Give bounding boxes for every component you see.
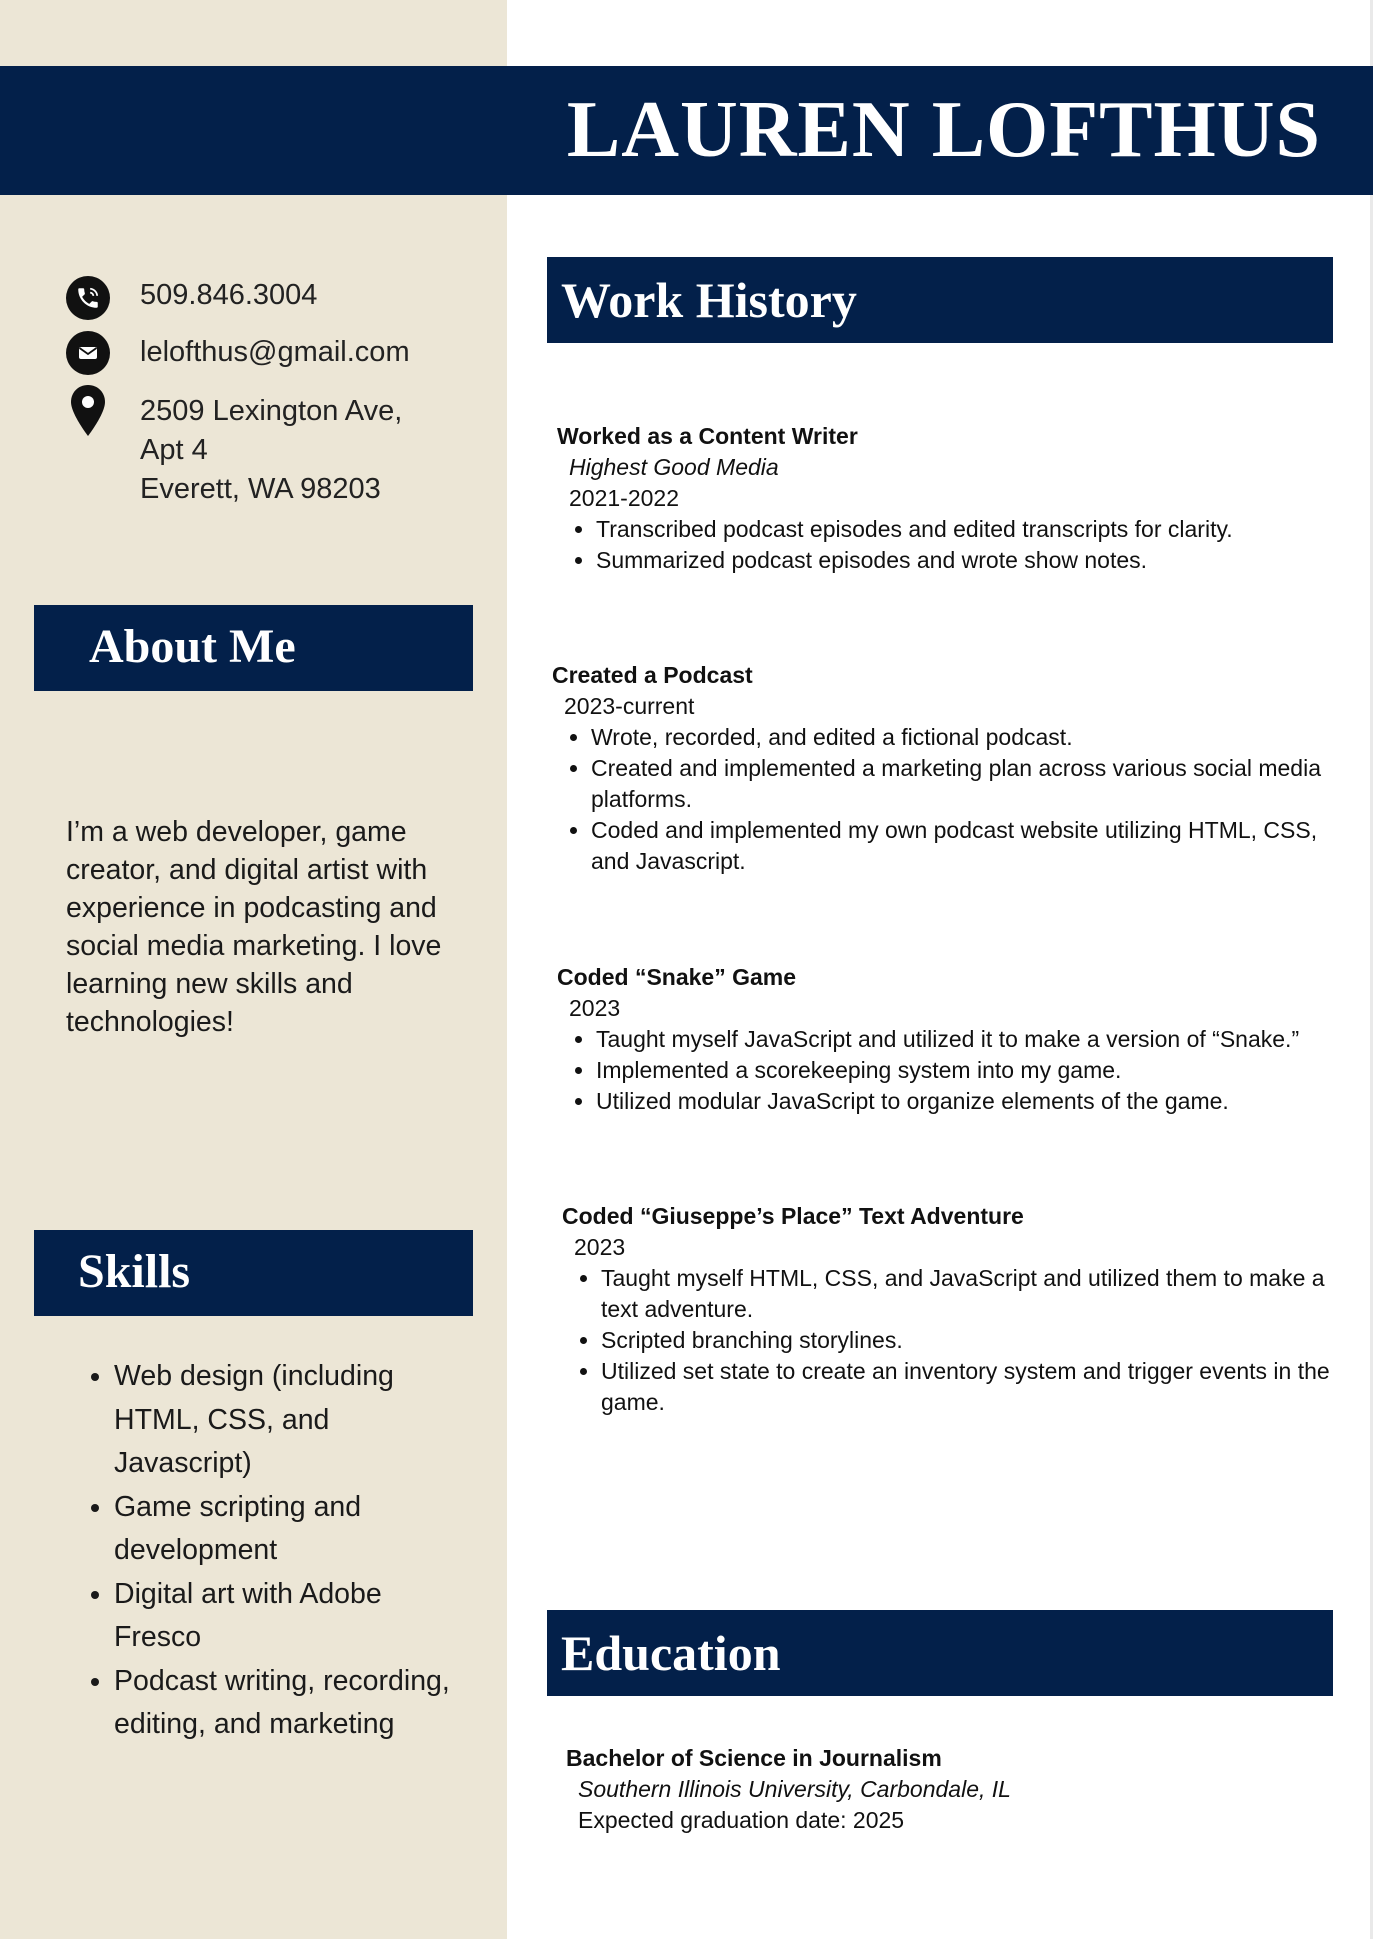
job-dates: 2023 <box>569 995 621 1021</box>
work-heading-bar <box>547 257 1333 343</box>
envelope-icon <box>66 331 110 375</box>
email-address: lelofthus@gmail.com <box>140 336 410 368</box>
skills-list <box>78 1355 474 1747</box>
job-bullets <box>557 514 1357 576</box>
education-heading: Education <box>561 1625 781 1681</box>
job-bullets <box>562 1263 1362 1418</box>
job-title: Created a Podcast <box>552 662 753 688</box>
job-entry <box>557 421 1357 576</box>
contact-email <box>66 331 410 375</box>
map-pin-icon <box>66 383 110 439</box>
job-bullet: • Wrote, recorded, and edited a fictional podcast. <box>591 722 1331 753</box>
job-entry <box>562 1201 1362 1418</box>
address-block <box>140 392 402 509</box>
job-bullet: • Taught myself HTML, CSS, and JavaScript and utilized them to make a text adventure. <box>601 1263 1341 1325</box>
job-dates: 2021-2022 <box>569 485 679 511</box>
job-entry <box>552 660 1352 877</box>
job-bullet: • Created and implemented a marketing plan across various social media platforms. <box>591 753 1331 815</box>
skills-heading-bar <box>34 1230 473 1316</box>
contact-phone <box>66 276 318 320</box>
degree: Bachelor of Science in Journalism <box>566 1745 942 1771</box>
job-title: Worked as a Content Writer <box>557 423 858 449</box>
about-heading: About Me <box>89 620 296 673</box>
skills-heading: Skills <box>78 1245 191 1298</box>
candidate-name: LAUREN LOFTHUS <box>566 86 1321 174</box>
job-bullets <box>557 1024 1357 1117</box>
job-title: Coded “Snake” Game <box>557 964 797 990</box>
job-bullets <box>552 722 1352 877</box>
address-line: Everett, WA 98203 <box>140 473 381 505</box>
phone-number: 509.846.3004 <box>140 279 318 311</box>
name-banner <box>0 66 1373 195</box>
education-heading-bar <box>547 1610 1333 1696</box>
job-bullet: • Summarized podcast episodes and wrote show notes. <box>596 545 1336 576</box>
job-bullet: • Utilized set state to create an inventory system and trigger events in the game. <box>601 1356 1341 1418</box>
school: Southern Illinois University, Carbondale, IL <box>578 1776 1011 1802</box>
address-line: 2509 Lexington Ave, <box>140 395 403 427</box>
job-dates: 2023 <box>574 1234 626 1260</box>
graduation-date: Expected graduation date: 2025 <box>578 1807 905 1833</box>
job-company: Highest Good Media <box>569 454 779 480</box>
job-bullet: • Implemented a scorekeeping system into my game. <box>596 1055 1336 1086</box>
phone-icon <box>66 276 110 320</box>
job-bullet: • Scripted branching storylines. <box>601 1325 1341 1356</box>
job-dates: 2023-current <box>564 693 695 719</box>
skill-item: • Web design (including HTML, CSS, and Javascript) <box>114 1355 474 1486</box>
about-text: I’m a web developer, game creator, and digital artist with experience in podcasting and social media marketing. I love learning new skills and technologies! <box>66 816 442 1038</box>
job-bullet: • Taught myself JavaScript and utilized it to make a version of “Snake.” <box>596 1024 1336 1055</box>
job-title: Coded “Giuseppe’s Place” Text Adventure <box>562 1203 1024 1229</box>
work-heading: Work History <box>561 272 857 328</box>
skill-item: • Podcast writing, recording, editing, and marketing <box>114 1660 474 1747</box>
address-line: Apt 4 <box>140 434 208 466</box>
about-heading-bar <box>34 605 473 691</box>
job-bullet: • Coded and implemented my own podcast website utilizing HTML, CSS, and Javascript. <box>591 815 1331 877</box>
skill-item: • Digital art with Adobe Fresco <box>114 1573 474 1660</box>
job-bullet: • Utilized modular JavaScript to organize elements of the game. <box>596 1086 1336 1117</box>
skill-item: • Game scripting and development <box>114 1486 474 1573</box>
job-bullet: • Transcribed podcast episodes and edited transcripts for clarity. <box>596 514 1336 545</box>
education-entry <box>566 1743 1366 1836</box>
contact-address <box>66 383 403 505</box>
job-entry <box>557 962 1357 1117</box>
